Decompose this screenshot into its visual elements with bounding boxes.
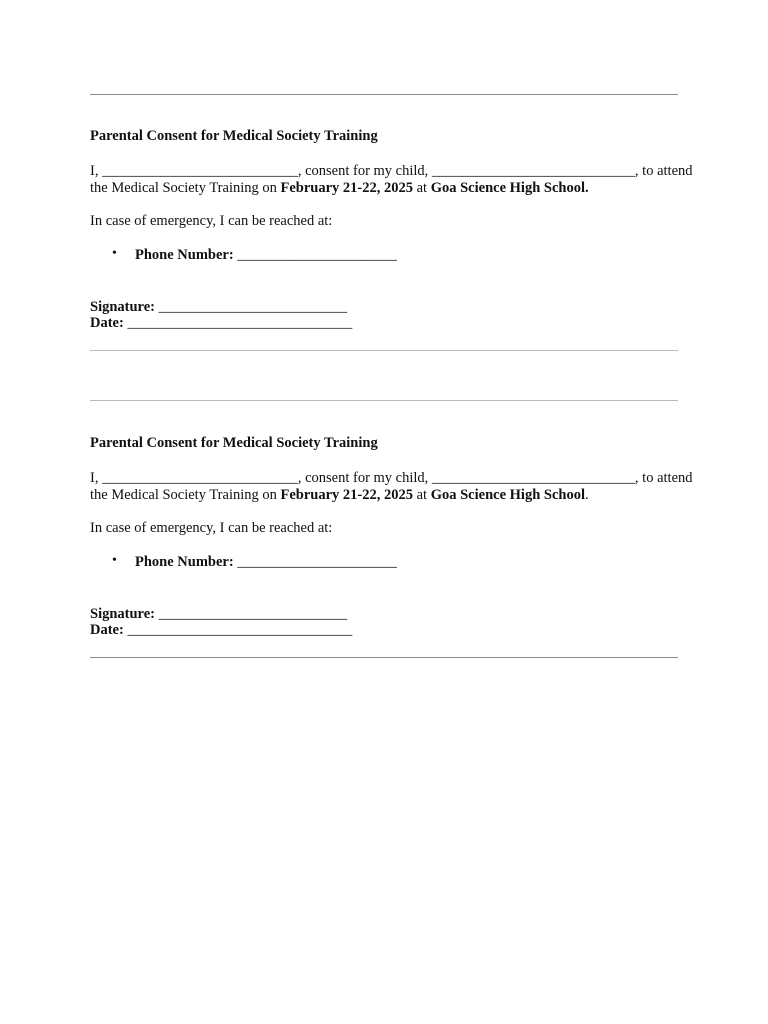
phone-blank[interactable]: ______________________ bbox=[233, 247, 397, 263]
signature-field[interactable] bbox=[90, 606, 347, 623]
at-word: at bbox=[413, 486, 431, 503]
emergency-text: In case of emergency, I can be reached at: bbox=[90, 520, 333, 536]
consent-line-1: I, ___________________________, consent for my child, ____________________________, to attend bbox=[90, 163, 693, 179]
training-dates: February 21-22, 2025 bbox=[280, 486, 413, 503]
phone-blank[interactable]: ______________________ bbox=[233, 554, 397, 570]
consent-paragraph bbox=[90, 163, 693, 196]
training-dates: February 21-22, 2025 bbox=[280, 179, 413, 196]
top-divider-1 bbox=[90, 94, 678, 95]
consent-form-1 bbox=[90, 128, 693, 331]
signature-label: Signature: bbox=[90, 299, 155, 315]
phone-label: Phone Number: bbox=[135, 554, 234, 570]
emergency-text: In case of emergency, I can be reached at: bbox=[90, 213, 333, 229]
form-title: Parental Consent for Medical Society Training bbox=[90, 128, 378, 144]
consent-prefix: the Medical Society Training on bbox=[90, 179, 281, 196]
bullet-icon: • bbox=[112, 246, 117, 261]
date-field[interactable] bbox=[90, 315, 352, 332]
consent-form-2 bbox=[90, 435, 693, 638]
bottom-divider-1 bbox=[90, 350, 678, 351]
phone-label: Phone Number: bbox=[135, 247, 234, 263]
form-title: Parental Consent for Medical Society Training bbox=[90, 435, 378, 451]
bullet-icon: • bbox=[112, 553, 117, 568]
top-divider-2 bbox=[90, 400, 678, 401]
venue-suffix: . bbox=[585, 486, 589, 503]
date-blank[interactable]: _______________________________ bbox=[123, 315, 353, 331]
signature-blank[interactable]: __________________________ bbox=[155, 606, 348, 622]
phone-field[interactable] bbox=[135, 554, 397, 571]
date-label: Date: bbox=[90, 315, 124, 331]
at-word: at bbox=[413, 179, 431, 196]
date-field[interactable] bbox=[90, 622, 352, 639]
date-label: Date: bbox=[90, 622, 124, 638]
venue-name: Goa Science High School. bbox=[430, 179, 589, 196]
date-blank[interactable]: _______________________________ bbox=[123, 622, 353, 638]
bottom-divider-2 bbox=[90, 657, 678, 658]
consent-prefix: the Medical Society Training on bbox=[90, 486, 281, 503]
venue-name: Goa Science High School bbox=[430, 486, 585, 503]
consent-line-2 bbox=[90, 180, 680, 197]
signature-blank[interactable]: __________________________ bbox=[155, 299, 348, 315]
signature-field[interactable] bbox=[90, 299, 347, 316]
consent-paragraph bbox=[90, 470, 693, 503]
consent-line-1: I, ___________________________, consent for my child, ____________________________, to attend bbox=[90, 470, 693, 486]
phone-field[interactable] bbox=[135, 247, 397, 264]
consent-line-2 bbox=[90, 487, 680, 504]
signature-label: Signature: bbox=[90, 606, 155, 622]
